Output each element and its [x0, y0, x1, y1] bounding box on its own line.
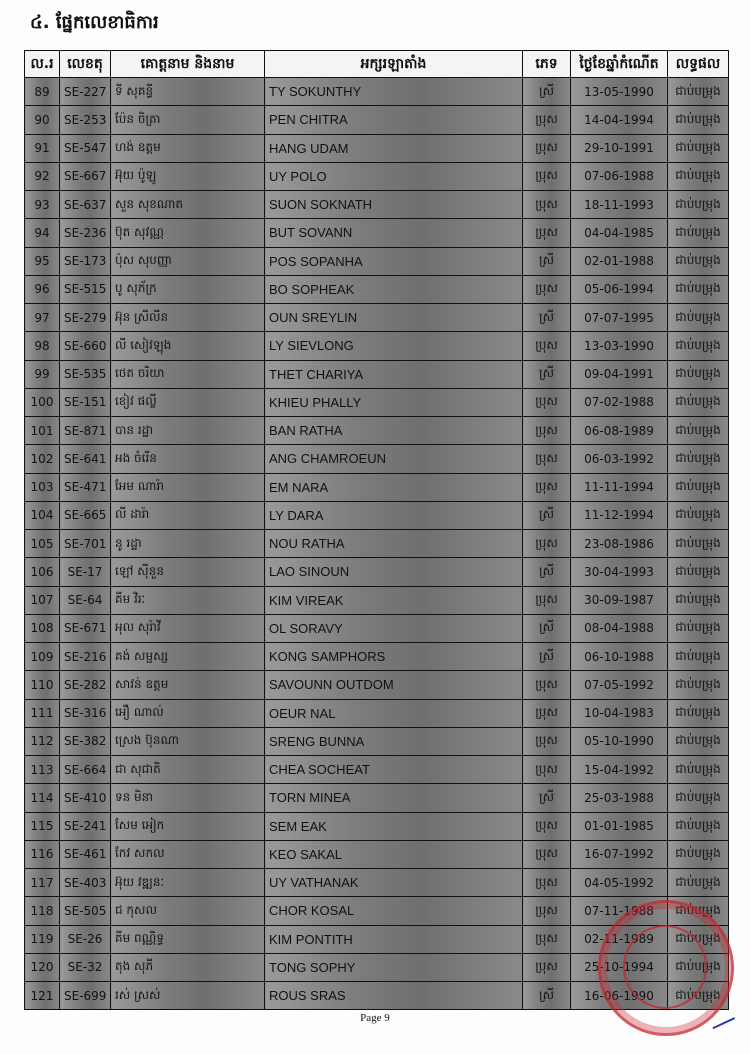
- row-result: ជាប់បម្រុង: [668, 699, 729, 727]
- row-result: ជាប់បម្រុង: [668, 106, 729, 134]
- row-code: SE-216: [60, 643, 111, 671]
- col-header-gender: ភេទ: [523, 51, 571, 78]
- results-table: [24, 50, 729, 1010]
- col-header-khmer-name: គោត្តនាម និងនាម: [111, 51, 265, 78]
- row-khmer-name: បាន រដ្ឋា: [111, 417, 265, 445]
- table-row: [25, 530, 729, 558]
- row-number: 112: [25, 727, 60, 755]
- row-khmer-name: អ៊ុន ស្រីលីន: [111, 304, 265, 332]
- row-latin-name: ROUS SRAS: [265, 982, 523, 1010]
- row-number: 111: [25, 699, 60, 727]
- row-khmer-name: ថេត ចរិយា: [111, 360, 265, 388]
- row-number: 108: [25, 614, 60, 642]
- row-code: SE-547: [60, 134, 111, 162]
- row-result: ជាប់បម្រុង: [668, 530, 729, 558]
- col-header-code: លេខតុ: [60, 51, 111, 78]
- row-code: SE-665: [60, 501, 111, 529]
- col-header-latin-name: អក្សរឡាតាំង: [265, 51, 523, 78]
- row-number: 109: [25, 643, 60, 671]
- row-result: ជាប់បម្រុង: [668, 473, 729, 501]
- row-code: SE-282: [60, 671, 111, 699]
- row-code: SE-461: [60, 840, 111, 868]
- row-gender: ប្រុស: [523, 332, 571, 360]
- table-row: [25, 162, 729, 190]
- table-row: [25, 275, 729, 303]
- row-gender: ប្រុស: [523, 275, 571, 303]
- row-code: SE-227: [60, 78, 111, 106]
- row-gender: ស្រី: [523, 360, 571, 388]
- row-number: 119: [25, 925, 60, 953]
- row-dob: 25-10-1994: [571, 953, 668, 981]
- row-gender: ប្រុស: [523, 473, 571, 501]
- row-gender: ប្រុស: [523, 869, 571, 897]
- row-result: ជាប់បម្រុង: [668, 78, 729, 106]
- table-row: [25, 614, 729, 642]
- row-latin-name: CHEA SOCHEAT: [265, 756, 523, 784]
- table-row: [25, 247, 729, 275]
- row-gender: ប្រុស: [523, 134, 571, 162]
- table-row: [25, 558, 729, 586]
- row-latin-name: BO SOPHEAK: [265, 275, 523, 303]
- row-number: 102: [25, 445, 60, 473]
- row-code: SE-64: [60, 586, 111, 614]
- row-code: SE-660: [60, 332, 111, 360]
- row-code: SE-151: [60, 388, 111, 416]
- row-latin-name: KIM PONTITH: [265, 925, 523, 953]
- row-number: 105: [25, 530, 60, 558]
- row-gender: ប្រុស: [523, 191, 571, 219]
- table-row: [25, 671, 729, 699]
- row-dob: 02-01-1988: [571, 247, 668, 275]
- row-gender: ប្រុស: [523, 219, 571, 247]
- row-khmer-name: លី ដារ៉ា: [111, 501, 265, 529]
- row-dob: 07-11-1988: [571, 897, 668, 925]
- row-number: 106: [25, 558, 60, 586]
- row-gender: ប្រុស: [523, 812, 571, 840]
- row-latin-name: ANG CHAMROEUN: [265, 445, 523, 473]
- row-latin-name: SAVOUNN OUTDOM: [265, 671, 523, 699]
- row-code: SE-253: [60, 106, 111, 134]
- row-code: SE-641: [60, 445, 111, 473]
- row-code: SE-671: [60, 614, 111, 642]
- row-khmer-name: អ៊ុយ វឌ្ឍនៈ: [111, 869, 265, 897]
- table-row: [25, 727, 729, 755]
- row-code: SE-701: [60, 530, 111, 558]
- row-gender: ស្រី: [523, 982, 571, 1010]
- row-khmer-name: ខៀវ ផល្លី: [111, 388, 265, 416]
- row-gender: ប្រុស: [523, 530, 571, 558]
- row-dob: 06-10-1988: [571, 643, 668, 671]
- row-dob: 30-04-1993: [571, 558, 668, 586]
- row-khmer-name: សែម អៀក: [111, 812, 265, 840]
- row-result: ជាប់បម្រុង: [668, 727, 729, 755]
- row-dob: 01-01-1985: [571, 812, 668, 840]
- table-row: [25, 501, 729, 529]
- row-latin-name: BAN RATHA: [265, 417, 523, 445]
- table-row: [25, 304, 729, 332]
- row-result: ជាប់បម្រុង: [668, 812, 729, 840]
- row-dob: 15-04-1992: [571, 756, 668, 784]
- row-gender: ស្រី: [523, 78, 571, 106]
- row-latin-name: SRENG BUNNA: [265, 727, 523, 755]
- row-latin-name: OL SORAVY: [265, 614, 523, 642]
- col-header-number: ល.រ: [25, 51, 60, 78]
- section-heading: ៤. ផ្នែកលេខាធិការ: [30, 12, 159, 33]
- row-number: 120: [25, 953, 60, 981]
- row-number: 103: [25, 473, 60, 501]
- table-row: [25, 812, 729, 840]
- row-gender: ស្រី: [523, 501, 571, 529]
- row-dob: 07-06-1988: [571, 162, 668, 190]
- row-gender: ប្រុស: [523, 897, 571, 925]
- row-gender: ប្រុស: [523, 925, 571, 953]
- row-number: 94: [25, 219, 60, 247]
- row-number: 98: [25, 332, 60, 360]
- row-number: 100: [25, 388, 60, 416]
- row-number: 89: [25, 78, 60, 106]
- table-row: [25, 106, 729, 134]
- table-header-row: [25, 51, 729, 78]
- row-code: SE-382: [60, 727, 111, 755]
- row-result: ជាប់បម្រុង: [668, 162, 729, 190]
- row-latin-name: TY SOKUNTHY: [265, 78, 523, 106]
- row-number: 110: [25, 671, 60, 699]
- row-code: SE-505: [60, 897, 111, 925]
- row-code: SE-236: [60, 219, 111, 247]
- col-header-result: លទ្ធផល: [668, 51, 729, 78]
- row-code: SE-471: [60, 473, 111, 501]
- row-latin-name: LAO SINOUN: [265, 558, 523, 586]
- row-gender: ប្រុស: [523, 417, 571, 445]
- row-latin-name: UY VATHANAK: [265, 869, 523, 897]
- row-dob: 25-03-1988: [571, 784, 668, 812]
- row-latin-name: TONG SOPHY: [265, 953, 523, 981]
- row-result: ជាប់បម្រុង: [668, 417, 729, 445]
- table-row: [25, 191, 729, 219]
- row-dob: 06-03-1992: [571, 445, 668, 473]
- row-latin-name: KONG SAMPHORS: [265, 643, 523, 671]
- row-dob: 16-07-1992: [571, 840, 668, 868]
- row-code: SE-241: [60, 812, 111, 840]
- row-number: 99: [25, 360, 60, 388]
- row-number: 97: [25, 304, 60, 332]
- row-khmer-name: ហង់ ឧត្តម: [111, 134, 265, 162]
- table-row: [25, 388, 729, 416]
- row-number: 116: [25, 840, 60, 868]
- row-gender: ស្រី: [523, 643, 571, 671]
- row-code: SE-32: [60, 953, 111, 981]
- row-number: 101: [25, 417, 60, 445]
- row-result: ជាប់បម្រុង: [668, 558, 729, 586]
- row-dob: 23-08-1986: [571, 530, 668, 558]
- table-row: [25, 643, 729, 671]
- row-khmer-name: ប៉ែន ចិត្រា: [111, 106, 265, 134]
- row-latin-name: EM NARA: [265, 473, 523, 501]
- row-dob: 05-10-1990: [571, 727, 668, 755]
- row-result: ជាប់បម្រុង: [668, 360, 729, 388]
- row-result: ជាប់បម្រុង: [668, 897, 729, 925]
- row-result: ជាប់បម្រុង: [668, 840, 729, 868]
- row-number: 118: [25, 897, 60, 925]
- row-gender: ប្រុស: [523, 162, 571, 190]
- row-gender: ស្រី: [523, 304, 571, 332]
- row-gender: ប្រុស: [523, 388, 571, 416]
- row-result: ជាប់បម្រុង: [668, 501, 729, 529]
- row-khmer-name: អ៊ុយ ប៉ូឡូ: [111, 162, 265, 190]
- row-code: SE-173: [60, 247, 111, 275]
- row-latin-name: THET CHARIYA: [265, 360, 523, 388]
- row-gender: ស្រី: [523, 247, 571, 275]
- row-number: 115: [25, 812, 60, 840]
- row-result: ជាប់បម្រុង: [668, 304, 729, 332]
- row-number: 91: [25, 134, 60, 162]
- row-dob: 07-05-1992: [571, 671, 668, 699]
- row-code: SE-403: [60, 869, 111, 897]
- row-latin-name: OEUR NAL: [265, 699, 523, 727]
- row-khmer-name: អង ចំរើន: [111, 445, 265, 473]
- row-result: ជាប់បម្រុង: [668, 643, 729, 671]
- row-khmer-name: ប៉ុស សុបញ្ញា: [111, 247, 265, 275]
- row-latin-name: CHOR KOSAL: [265, 897, 523, 925]
- row-result: ជាប់បម្រុង: [668, 784, 729, 812]
- row-dob: 07-07-1995: [571, 304, 668, 332]
- row-number: 92: [25, 162, 60, 190]
- row-khmer-name: ប៊ុត សុវណ្ណ: [111, 219, 265, 247]
- row-gender: ប្រុស: [523, 953, 571, 981]
- row-dob: 29-10-1991: [571, 134, 668, 162]
- row-result: ជាប់បម្រុង: [668, 445, 729, 473]
- row-number: 121: [25, 982, 60, 1010]
- row-dob: 02-11-1989: [571, 925, 668, 953]
- row-latin-name: TORN MINEA: [265, 784, 523, 812]
- row-khmer-name: តុង សុភី: [111, 953, 265, 981]
- row-gender: ស្រី: [523, 614, 571, 642]
- table-row: [25, 219, 729, 247]
- row-result: ជាប់បម្រុង: [668, 869, 729, 897]
- row-code: SE-26: [60, 925, 111, 953]
- row-khmer-name: ឡៅ ស៊ីនួន: [111, 558, 265, 586]
- row-gender: ប្រុស: [523, 445, 571, 473]
- row-gender: ប្រុស: [523, 756, 571, 784]
- row-code: SE-535: [60, 360, 111, 388]
- row-latin-name: LY SIEVLONG: [265, 332, 523, 360]
- row-gender: ស្រី: [523, 784, 571, 812]
- table-row: [25, 134, 729, 162]
- row-number: 107: [25, 586, 60, 614]
- row-gender: ស្រី: [523, 558, 571, 586]
- row-latin-name: LY DARA: [265, 501, 523, 529]
- row-khmer-name: អឿ ណាល់: [111, 699, 265, 727]
- table-row: [25, 445, 729, 473]
- row-khmer-name: គីម វិរៈ: [111, 586, 265, 614]
- row-code: SE-279: [60, 304, 111, 332]
- row-dob: 13-05-1990: [571, 78, 668, 106]
- row-gender: ប្រុស: [523, 699, 571, 727]
- row-dob: 05-06-1994: [571, 275, 668, 303]
- table-row: [25, 78, 729, 106]
- row-khmer-name: សាវន់ ឧត្តម: [111, 671, 265, 699]
- row-latin-name: SUON SOKNATH: [265, 191, 523, 219]
- row-result: ជាប់បម្រុង: [668, 671, 729, 699]
- row-latin-name: KHIEU PHALLY: [265, 388, 523, 416]
- page-number: Page 9: [360, 1012, 390, 1024]
- row-result: ជាប់បម្រុង: [668, 586, 729, 614]
- row-code: SE-17: [60, 558, 111, 586]
- row-result: ជាប់បម្រុង: [668, 982, 729, 1010]
- row-dob: 30-09-1987: [571, 586, 668, 614]
- row-latin-name: UY POLO: [265, 162, 523, 190]
- row-latin-name: NOU RATHA: [265, 530, 523, 558]
- row-gender: ប្រុស: [523, 727, 571, 755]
- row-number: 95: [25, 247, 60, 275]
- row-result: ជាប់បម្រុង: [668, 953, 729, 981]
- row-dob: 11-11-1994: [571, 473, 668, 501]
- row-dob: 04-04-1985: [571, 219, 668, 247]
- col-header-dob: ថ្ងៃខែឆ្នាំកំណើត: [571, 51, 668, 78]
- row-code: SE-871: [60, 417, 111, 445]
- table-row: [25, 473, 729, 501]
- row-latin-name: HANG UDAM: [265, 134, 523, 162]
- row-gender: ប្រុស: [523, 840, 571, 868]
- row-dob: 04-05-1992: [571, 869, 668, 897]
- row-khmer-name: ជា សុជាតិ: [111, 756, 265, 784]
- row-latin-name: BUT SOVANN: [265, 219, 523, 247]
- table-row: [25, 784, 729, 812]
- row-result: ជាប់បម្រុង: [668, 275, 729, 303]
- row-gender: ប្រុស: [523, 106, 571, 134]
- row-code: SE-667: [60, 162, 111, 190]
- row-result: ជាប់បម្រុង: [668, 191, 729, 219]
- row-khmer-name: អែម ណារ៉ា: [111, 473, 265, 501]
- row-dob: 14-04-1994: [571, 106, 668, 134]
- row-number: 113: [25, 756, 60, 784]
- row-latin-name: SEM EAK: [265, 812, 523, 840]
- row-dob: 08-04-1988: [571, 614, 668, 642]
- row-result: ជាប់បម្រុង: [668, 134, 729, 162]
- row-result: ជាប់បម្រុង: [668, 925, 729, 953]
- row-khmer-name: ជ កុសល: [111, 897, 265, 925]
- row-gender: ប្រុស: [523, 586, 571, 614]
- row-dob: 07-02-1988: [571, 388, 668, 416]
- row-khmer-name: ស្រេង ប៊ុនណា: [111, 727, 265, 755]
- row-khmer-name: នូ រដ្ឋា: [111, 530, 265, 558]
- row-latin-name: KEO SAKAL: [265, 840, 523, 868]
- table-row: [25, 869, 729, 897]
- row-khmer-name: គង់ សម្ផស្ស: [111, 643, 265, 671]
- row-dob: 18-11-1993: [571, 191, 668, 219]
- row-dob: 06-08-1989: [571, 417, 668, 445]
- row-number: 90: [25, 106, 60, 134]
- row-khmer-name: រស់ ស្រស់: [111, 982, 265, 1010]
- row-result: ជាប់បម្រុង: [668, 756, 729, 784]
- row-khmer-name: អុល សុរ៉ាវី: [111, 614, 265, 642]
- table-row: [25, 332, 729, 360]
- row-code: SE-637: [60, 191, 111, 219]
- row-dob: 10-04-1983: [571, 699, 668, 727]
- table-row: [25, 756, 729, 784]
- row-code: SE-664: [60, 756, 111, 784]
- row-code: SE-515: [60, 275, 111, 303]
- row-latin-name: KIM VIREAK: [265, 586, 523, 614]
- row-dob: 13-03-1990: [571, 332, 668, 360]
- row-dob: 09-04-1991: [571, 360, 668, 388]
- row-result: ជាប់បម្រុង: [668, 614, 729, 642]
- table-row: [25, 586, 729, 614]
- row-gender: ប្រុស: [523, 671, 571, 699]
- row-khmer-name: សួន សុខណាត: [111, 191, 265, 219]
- row-khmer-name: បូ សុភ័ក្រ: [111, 275, 265, 303]
- row-dob: 16-06-1990: [571, 982, 668, 1010]
- row-number: 114: [25, 784, 60, 812]
- row-khmer-name: លី សៀវឡុង: [111, 332, 265, 360]
- row-code: SE-410: [60, 784, 111, 812]
- row-result: ជាប់បម្រុង: [668, 332, 729, 360]
- row-result: ជាប់បម្រុង: [668, 219, 729, 247]
- row-latin-name: OUN SREYLIN: [265, 304, 523, 332]
- row-number: 104: [25, 501, 60, 529]
- row-dob: 11-12-1994: [571, 501, 668, 529]
- row-khmer-name: ទី សុគន្ធី: [111, 78, 265, 106]
- row-code: SE-699: [60, 982, 111, 1010]
- row-result: ជាប់បម្រុង: [668, 388, 729, 416]
- table-row: [25, 360, 729, 388]
- row-code: SE-316: [60, 699, 111, 727]
- table-row: [25, 699, 729, 727]
- row-khmer-name: ទន មិនា: [111, 784, 265, 812]
- table-row: [25, 417, 729, 445]
- row-number: 93: [25, 191, 60, 219]
- row-number: 96: [25, 275, 60, 303]
- row-latin-name: POS SOPANHA: [265, 247, 523, 275]
- row-khmer-name: កែវ សកល: [111, 840, 265, 868]
- table-row: [25, 840, 729, 868]
- row-khmer-name: គីម ពណ្ណិទ្ធ: [111, 925, 265, 953]
- row-result: ជាប់បម្រុង: [668, 247, 729, 275]
- row-latin-name: PEN CHITRA: [265, 106, 523, 134]
- row-number: 117: [25, 869, 60, 897]
